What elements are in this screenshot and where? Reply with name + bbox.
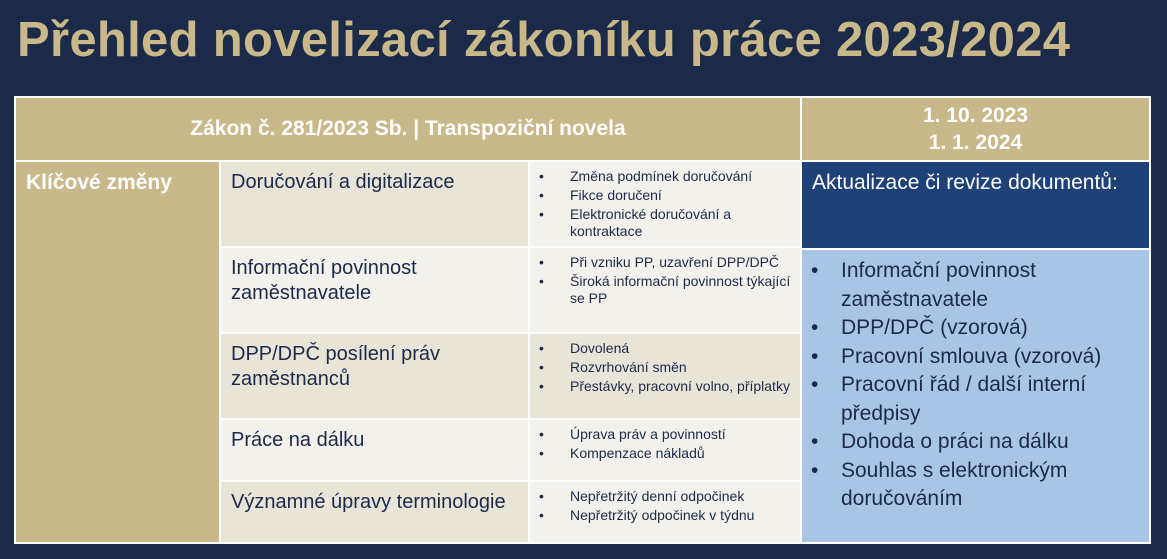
- effective-date: 1. 1. 2024: [928, 131, 1023, 154]
- details-cell: [530, 334, 800, 418]
- details-cell: [530, 420, 800, 480]
- details-cell: [530, 248, 800, 332]
- document-item: • Pracovní řád / další interní předpisy: [810, 371, 1149, 428]
- detail-item: • Změna podmínek doručování: [534, 168, 796, 185]
- details-cell: [530, 482, 800, 542]
- topic-cell: Práce na dálku: [221, 420, 528, 480]
- document-item: • Informační povinnost zaměstnavatele: [810, 257, 1149, 314]
- detail-item: • Fikce doručení: [534, 187, 796, 204]
- effective-date: 1. 10. 2023: [922, 104, 1029, 127]
- topic-cell: Doručování a digitalizace: [221, 162, 528, 246]
- page-title: Přehled novelizací zákoníku práce 2023/2024: [17, 13, 1071, 67]
- document-item: • DPP/DPČ (vzorová): [810, 314, 1149, 343]
- detail-item: • Kompenzace nákladů: [534, 445, 796, 462]
- detail-item: • Nepřetržitý denní odpočinek: [534, 488, 796, 505]
- detail-item: • Úprava práv a povinností: [534, 426, 796, 443]
- key-changes-label: Klíčové změny: [16, 162, 219, 542]
- detail-item: • Přestávky, pracovní volno, příplatky: [534, 378, 796, 395]
- law-header: Zákon č. 281/2023 Sb. | Transpoziční novela: [16, 98, 800, 160]
- overview-table: [14, 96, 1151, 544]
- document-item: • Pracovní smlouva (vzorová): [810, 343, 1149, 372]
- topic-cell: DPP/DPČ posílení práv zaměstnanců: [221, 334, 528, 418]
- detail-item: • Elektronické doručování a kontraktace: [534, 206, 796, 240]
- topic-cell: Významné úpravy terminologie: [221, 482, 528, 542]
- detail-item: • Dovolená: [534, 340, 796, 357]
- detail-item: • Rozvrhování směn: [534, 359, 796, 376]
- detail-item: • Při vzniku PP, uzavření DPP/DPČ: [534, 254, 796, 271]
- document-item: • Souhlas s elektronickým doručováním: [810, 457, 1149, 514]
- documents-panel-heading: Aktualizace či revize dokumentů:: [802, 162, 1149, 248]
- effective-dates-header: [802, 98, 1149, 160]
- detail-item: • Nepřetržitý odpočinek v týdnu: [534, 507, 796, 524]
- document-item: • Dohoda o práci na dálku: [810, 428, 1149, 457]
- details-cell: [530, 162, 800, 246]
- detail-item: • Široká informační povinnost týkající se PP: [534, 273, 796, 307]
- topic-cell: Informační povinnost zaměstnavatele: [221, 248, 528, 332]
- documents-panel: [802, 250, 1149, 542]
